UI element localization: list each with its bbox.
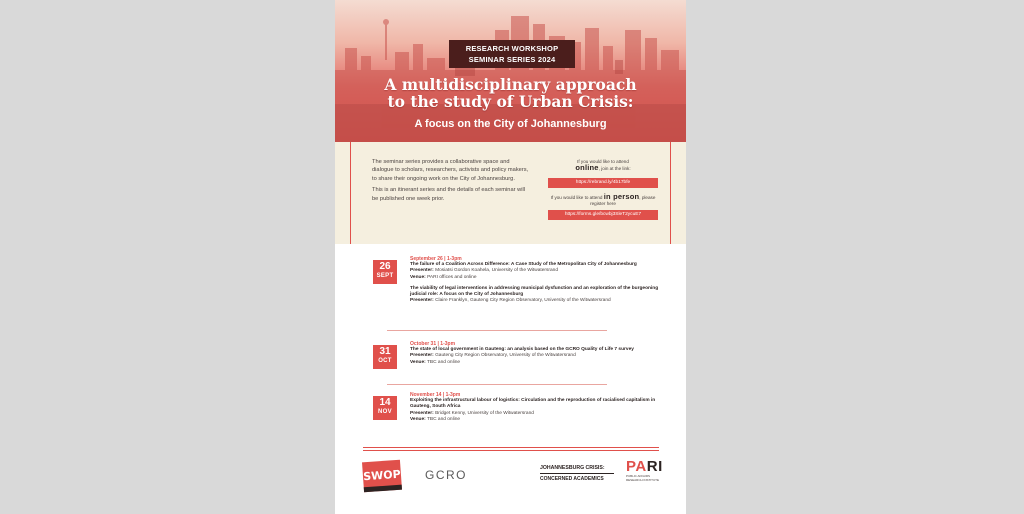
series-badge xyxy=(449,40,575,68)
swop-logo: SWOP xyxy=(362,460,402,493)
pari-wordmark xyxy=(626,459,666,474)
talk-venue xyxy=(410,360,660,366)
presenter-name: Claire Franklyn, Gauteng City Region Observatory, University of the Witwatersrand xyxy=(435,298,611,304)
footer-rule-top xyxy=(363,447,659,448)
talk-title: Exploiting the infrastructural labour of logistics: Circulation and the reproduction of racialised capitalism in Gauteng, South Africa xyxy=(410,398,656,410)
session-time: October 31 | 1-3pm xyxy=(410,341,456,347)
date-month: OCT xyxy=(378,358,392,364)
presenter-name: Mosiatsi Gordon Koahela, University of the Witwatersrand xyxy=(435,268,558,274)
venue-name: TBC and online xyxy=(426,359,461,365)
talk-title: The failure of a Coalition Across Difference: A Case Study of the Metropolitan City of Johannesburg xyxy=(410,262,637,268)
online-post: , join at the link: xyxy=(598,166,631,171)
partner-logos xyxy=(350,454,671,498)
online-word: online xyxy=(575,163,599,172)
talk-title: The viability of legal interventions in addressing municipal dysfunction and an exploration of the burgeoning judicial role: A focus on the City of Johannesburg xyxy=(410,285,659,298)
session-divider xyxy=(387,384,607,385)
title-line-2: to the study of Urban Crisis: xyxy=(387,92,634,111)
session-details xyxy=(410,392,660,423)
seminar-program xyxy=(350,244,671,444)
date-day: 31 xyxy=(379,346,391,357)
description-paragraph-2: This is an itinerant series and the details of each seminar will be published one week prior. xyxy=(372,187,526,202)
series-description xyxy=(372,158,530,203)
person-word: in person xyxy=(603,192,640,201)
title-line-1: A multidisciplinary approach xyxy=(384,75,637,94)
venue-label: Venue: xyxy=(410,274,426,280)
date-month: SEPT xyxy=(376,273,394,279)
date-badge xyxy=(373,345,397,369)
in-person-attend-text xyxy=(543,194,663,207)
pari-subtitle: PUBLIC AFFAIRS RESEARCH INSTITUTE xyxy=(626,474,660,482)
concerned-academics-logo xyxy=(540,465,614,482)
date-month: NOV xyxy=(378,409,392,415)
poster-subtitle: A focus on the City of Johannesburg xyxy=(414,118,607,130)
footer-rule-bottom xyxy=(363,450,659,451)
venue-name: TBC and online xyxy=(426,416,461,422)
info-section xyxy=(335,142,686,244)
online-pre: If you would like to attend xyxy=(577,159,629,164)
venue-name: PARI offices and online xyxy=(427,274,477,280)
presenter-name: Gauteng City Region Observatory, University of the Witwatersrand xyxy=(435,353,576,359)
badge-line-2: SEMINAR SERIES 2024 xyxy=(468,55,556,64)
presenter-label: Presenter: xyxy=(410,298,434,304)
gcro-wordmark: GCRO xyxy=(425,468,467,482)
session-time: September 26 | 1-3pm xyxy=(410,256,462,262)
session-divider xyxy=(387,330,607,331)
talk-venue xyxy=(410,417,660,423)
venue-label: Venue: xyxy=(410,359,426,365)
gcro-logo xyxy=(425,468,487,484)
badge-line-1: RESEARCH WORKSHOP xyxy=(465,44,559,53)
pari-logo xyxy=(626,459,666,482)
session-details xyxy=(410,341,660,366)
poster-title xyxy=(335,76,686,110)
session-time: November 14 | 1-3pm xyxy=(410,392,461,398)
date-day: 14 xyxy=(379,397,391,408)
session-details xyxy=(410,256,660,304)
in-person-link[interactable]: https://forms.gle/bcwbj3SleT2ycuE7 xyxy=(548,210,658,220)
venue-label: Venue: xyxy=(410,416,426,422)
online-attend-text xyxy=(543,159,663,172)
presenter-label: Presenter: xyxy=(410,410,434,416)
jca-line-1: JOHANNESBURG CRISIS: xyxy=(540,465,614,474)
talk-title: The state of local government in Gauteng: an analysis based on the GCRO Quality of Life 7 survey xyxy=(410,347,634,353)
date-day: 26 xyxy=(379,261,391,272)
pari-part-b: RI xyxy=(646,458,663,475)
presenter-label: Presenter: xyxy=(410,353,434,359)
presenter-name: Bridget Kenny, University of the Witwatersrand xyxy=(435,410,534,416)
description-paragraph-1: The seminar series provides a collaborative space and dialogue to scholars, researchers, activists and policy makers, to share their ongoing work on the City of Johannesburg. xyxy=(372,159,529,182)
hero-banner xyxy=(335,0,686,142)
online-link[interactable]: https://rebrand.ly/4b17bfe xyxy=(548,178,658,188)
pari-part-a: PA xyxy=(626,458,647,475)
presenter-label: Presenter: xyxy=(410,268,434,274)
date-badge xyxy=(373,260,397,284)
jca-line-2: CONCERNED ACADEMICS xyxy=(540,476,604,482)
date-badge xyxy=(373,396,397,420)
talk-presenter xyxy=(410,298,660,304)
person-pre: If you would like to attend xyxy=(550,195,603,200)
person-post: , please register here xyxy=(590,195,656,206)
seminar-poster xyxy=(335,0,686,514)
